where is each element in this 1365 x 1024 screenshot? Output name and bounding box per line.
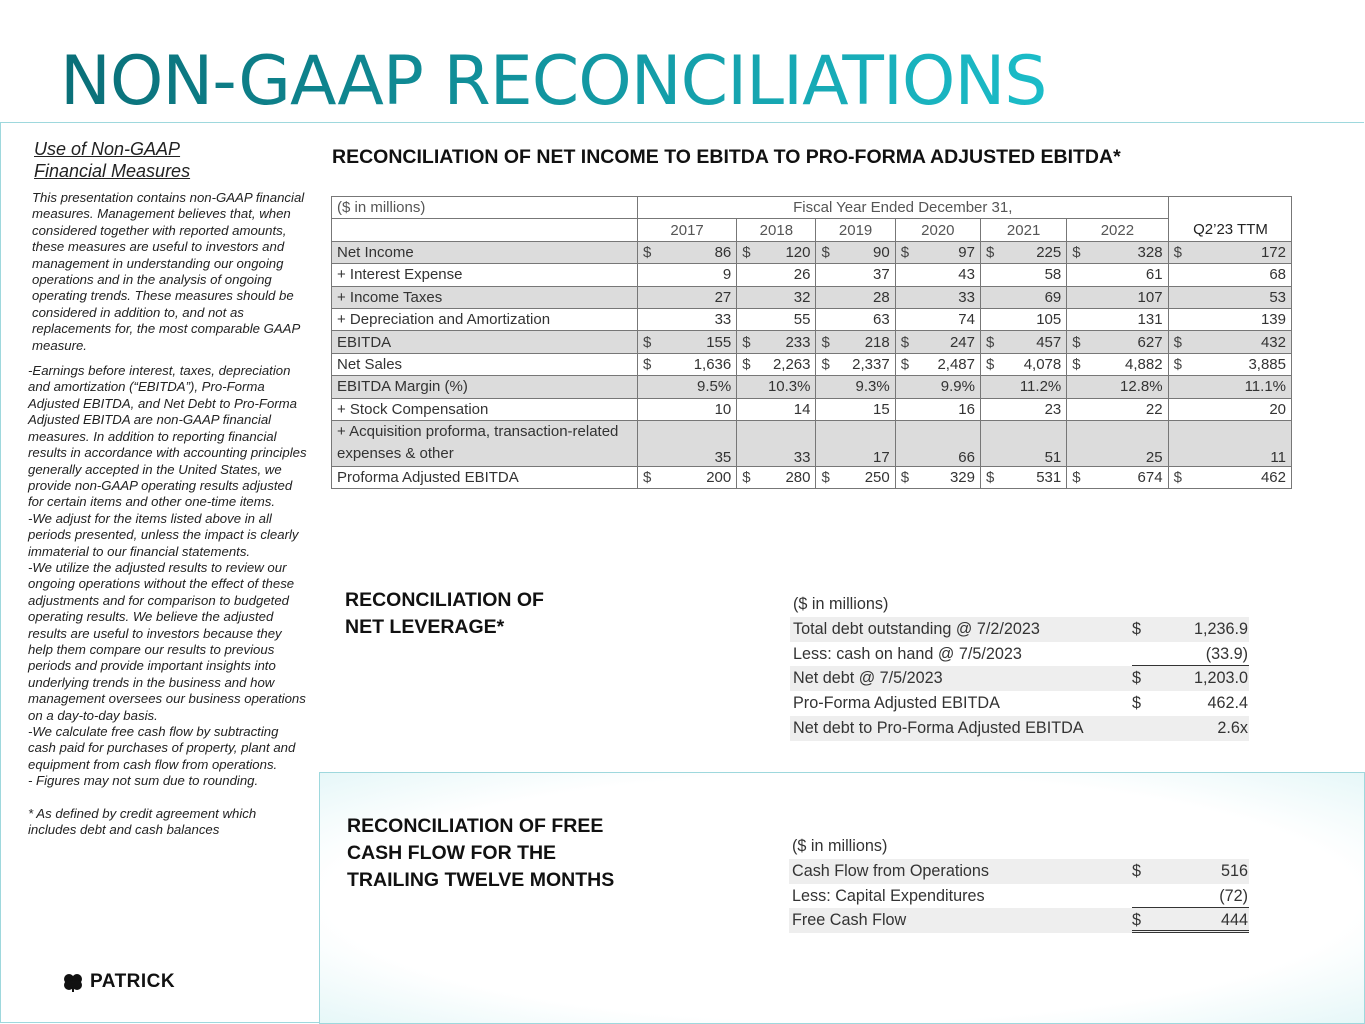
cell-value: 51 [1001,420,1067,466]
dollar-sign [637,286,657,308]
row-label: Proforma Adjusted EBITDA [332,466,638,488]
dollar-sign [1168,398,1188,420]
cell-value: 12.8% [1087,376,1168,398]
table-row [332,331,1292,353]
dollar-sign [816,376,836,398]
cell-value: 28 [836,286,895,308]
dollar-sign [737,376,757,398]
year-header: 2018 [737,219,816,241]
row-label: EBITDA [332,331,638,353]
dollar-sign: $ [737,353,757,375]
dollar-sign: $ [1067,241,1087,263]
dollar-sign: $ [1132,669,1142,688]
cell-value: 139 [1188,308,1291,330]
leverage-section-title: RECONCILIATION OF NET LEVERAGE* [345,589,544,638]
cell-value: 43 [915,264,980,286]
row-label: Less: Capital Expenditures [792,886,985,905]
dollar-sign [1132,642,1154,667]
cell-value: 53 [1188,286,1291,308]
dollar-sign [980,308,1000,330]
row-label: Less: cash on hand @ 7/5/2023 [793,644,1022,663]
cell-value: 233 [757,331,816,353]
row-label: Net debt @ 7/5/2023 [793,669,943,688]
sidebar-paragraph-definitions: -Earnings before interest, taxes, depreciation and amortization (“EBITDA”), Pro-Forma Adjusted EBITDA, and Net Debt to Pro-Forma Adjusted EBITDA are non-GAAP financial measures. In addition to reporting financial results in accordance with accounting principles generally accepted in the United States, we provide non-GAAP operating results adjusted for certain items and other one-time items. -We adjust for the items listed above in all periods presented, unless the impact is clearly immaterial to our financial statements. -We utilize the adjusted results to review our ongoing operations without the effect of these adjustments and for comparison to budgeted operating results. We believe the adjusted results are useful to investors because they help them compare our results to previous periods and provide important insights into underlying trends in the business and how management oversees our business operations on a day-to-day basis. -We calculate free cash flow by subtracting cash paid for purchases of property, plant and equipment from cash flow from operations. - Figures may not sum due to rounding. [28,363,307,789]
row-label: Pro-Forma Adjusted EBITDA [793,694,1000,713]
cell-value: 2,263 [757,353,816,375]
dollar-sign: $ [1067,466,1087,488]
cell-value: 63 [836,308,895,330]
cell-value: 55 [757,308,816,330]
row-value: 1,203.0 [1193,669,1248,688]
row-label: Net debt to Pro-Forma Adjusted EBITDA [793,718,1084,737]
table-row [332,376,1292,398]
dollar-sign: $ [1067,331,1087,353]
page-title: NON-GAAP RECONCILIATIONS [60,42,1047,121]
dollar-sign [895,398,915,420]
row-label [332,420,638,466]
dollar-sign: $ [1132,694,1142,713]
dollar-sign [895,264,915,286]
dollar-sign [1168,264,1188,286]
dollar-sign: $ [816,466,836,488]
cell-value: 2,487 [915,353,980,375]
year-header: 2021 [980,219,1066,241]
dollar-sign: $ [1168,331,1188,353]
cell-value: 14 [757,398,816,420]
cell-value: 11.1% [1188,376,1291,398]
list-item [790,691,1249,716]
row-label-line1: + Acquisition proforma, transaction-related [337,423,619,441]
cell-value: 462 [1188,466,1291,488]
row-label: Net Income [332,241,638,263]
dollar-sign: $ [1132,908,1154,933]
cell-value: 68 [1188,264,1291,286]
sidebar-heading [34,138,308,182]
year-header-row [332,219,1292,241]
cell-value: 74 [915,308,980,330]
cell-value: 1,636 [658,353,737,375]
ebitda-table [331,196,1292,489]
cell-value: 10 [658,398,737,420]
cell-value: 120 [757,241,816,263]
dollar-sign [1168,420,1188,466]
table-row [332,353,1292,375]
list-item [790,716,1249,741]
dollar-sign: $ [637,331,657,353]
leverage-units: ($ in millions) [793,595,889,613]
list-item [790,642,1249,667]
dollar-sign [1168,308,1188,330]
sidebar-heading-line2: Financial Measures [34,161,191,181]
row-label: EBITDA Margin (%) [332,376,638,398]
list-item [790,666,1249,691]
table-row [332,286,1292,308]
dollar-sign [1132,716,1154,741]
fcf-section-title: RECONCILIATION OF FREE CASH FLOW FOR THE TRAILING TWELVE MONTHS [347,815,615,891]
dollar-sign [1067,286,1087,308]
dollar-sign [895,376,915,398]
sidebar-disclosure [28,138,308,847]
row-label: + Stock Compensation [332,398,638,420]
dollar-sign [1067,420,1087,466]
row-value: (33.9) [1154,642,1249,667]
units-label: ($ in millions) [332,197,638,219]
dollar-sign [895,308,915,330]
cell-value: 25 [1087,420,1168,466]
cell-value: 16 [915,398,980,420]
dollar-sign: $ [980,331,1000,353]
cell-value: 4,882 [1087,353,1168,375]
dollar-sign: $ [980,466,1000,488]
cell-value: 3,885 [1188,353,1291,375]
cell-value: 4,078 [1001,353,1067,375]
sidebar-footnote: * As defined by credit agreement which includes debt and cash balances [28,805,257,838]
cell-value: 280 [757,466,816,488]
year-header: 2020 [895,219,980,241]
dollar-sign [1067,398,1087,420]
cell-value: 90 [836,241,895,263]
dollar-sign: $ [980,241,1000,263]
dollar-sign [816,286,836,308]
dollar-sign [1132,884,1154,909]
cell-value: 329 [915,466,980,488]
table-row [332,466,1292,488]
cell-value: 131 [1087,308,1168,330]
dollar-sign: $ [637,241,657,263]
cell-value: 32 [757,286,816,308]
cell-value: 155 [658,331,737,353]
list-item [789,884,1249,909]
table-row [332,398,1292,420]
dollar-sign [980,264,1000,286]
sidebar-paragraph-intro: This presentation contains non-GAAP financial measures. Management believes that, when considered together with reported amounts, these measures are useful to investors and management in understanding our ongoing operations and in the analysis of ongoing operating trends. These measures should be considered in addition to, and not as replacements for, the most comparable GAAP measure. [32,190,305,353]
dollar-sign [980,286,1000,308]
dollar-sign [1067,264,1087,286]
cell-value: 23 [1001,398,1067,420]
dollar-sign: $ [1132,861,1142,880]
dollar-sign [637,398,657,420]
dollar-sign [980,376,1000,398]
dollar-sign [737,398,757,420]
row-value: (72) [1154,884,1249,909]
cell-value: 328 [1087,241,1168,263]
dollar-sign: $ [895,466,915,488]
dollar-sign [637,264,657,286]
row-label: Cash Flow from Operations [792,861,990,880]
cell-value: 11 [1188,420,1291,466]
cell-value: 61 [1087,264,1168,286]
dollar-sign: $ [1168,353,1188,375]
row-label: + Interest Expense [332,264,638,286]
table-header-row [332,197,1292,219]
year-header: 2022 [1067,219,1168,241]
cell-value: 107 [1087,286,1168,308]
dollar-sign: $ [737,466,757,488]
cell-value: 172 [1188,241,1291,263]
cell-value: 97 [915,241,980,263]
dollar-sign [737,264,757,286]
dollar-sign [816,308,836,330]
table-row [332,308,1292,330]
row-value: 462.4 [1207,694,1248,713]
dollar-sign [737,286,757,308]
dollar-sign: $ [737,241,757,263]
cell-value: 457 [1001,331,1067,353]
cell-value: 33 [757,420,816,466]
cell-value: 11.2% [1001,376,1067,398]
cell-value: 37 [836,264,895,286]
dollar-sign [1168,286,1188,308]
ebitda-section-title: RECONCILIATION OF NET INCOME TO EBITDA TO PRO-FORMA ADJUSTED EBITDA* [332,146,1121,168]
dollar-sign [1067,376,1087,398]
cell-value: 674 [1087,466,1168,488]
dollar-sign [1168,376,1188,398]
leverage-table [790,592,1249,741]
cell-value: 2,337 [836,353,895,375]
dollar-sign [895,420,915,466]
dollar-sign [816,264,836,286]
row-value: 1,236.9 [1193,619,1248,638]
row-label: + Depreciation and Amortization [332,308,638,330]
dollar-sign [637,308,657,330]
row-label: + Income Taxes [332,286,638,308]
row-label-line2: expenses & other [337,445,454,463]
dollar-sign: $ [1132,619,1142,638]
dollar-sign: $ [637,466,657,488]
cell-value: 200 [658,466,737,488]
fcf-table [789,834,1249,933]
cell-value: 218 [836,331,895,353]
row-value: 2.6x [1217,718,1248,737]
cell-value: 17 [836,420,895,466]
cell-value: 66 [915,420,980,466]
table-row [332,241,1292,263]
cell-value: 86 [658,241,737,263]
dollar-sign [1067,308,1087,330]
dollar-sign: $ [1168,241,1188,263]
dollar-sign: $ [895,331,915,353]
cell-value: 627 [1087,331,1168,353]
cell-value: 20 [1188,398,1291,420]
cell-value: 22 [1087,398,1168,420]
row-label: Free Cash Flow [792,911,907,930]
cell-value: 33 [658,308,737,330]
dollar-sign: $ [895,241,915,263]
cell-value: 250 [836,466,895,488]
dollar-sign: $ [895,353,915,375]
cell-value: 26 [757,264,816,286]
dollar-sign [980,398,1000,420]
dollar-sign [637,420,657,466]
dollar-sign: $ [1067,353,1087,375]
year-header: 2019 [816,219,895,241]
table-row [332,420,1292,466]
cell-value: 225 [1001,241,1067,263]
cell-value: 15 [836,398,895,420]
period-header: Fiscal Year Ended December 31, [637,197,1168,219]
cell-value: 531 [1001,466,1067,488]
row-label: Total debt outstanding @ 7/2/2023 [793,619,1040,638]
dollar-sign: $ [816,241,836,263]
list-item [789,859,1249,884]
cell-value: 27 [658,286,737,308]
list-item [789,908,1249,933]
dollar-sign: $ [816,353,836,375]
dollar-sign: $ [1168,466,1188,488]
dollar-sign [895,286,915,308]
dollar-sign [980,420,1000,466]
row-label: Net Sales [332,353,638,375]
row-value: 444 [1154,908,1249,933]
dollar-sign [637,376,657,398]
year-header: 2017 [637,219,736,241]
cell-value: 58 [1001,264,1067,286]
row-value: 516 [1220,861,1248,880]
cell-value: 35 [658,420,737,466]
ttm-header: Q2’23 TTM [1193,221,1268,238]
cell-value: 33 [915,286,980,308]
cell-value: 247 [915,331,980,353]
shamrock-icon [62,972,84,992]
cell-value: 69 [1001,286,1067,308]
cell-value: 10.3% [757,376,816,398]
dollar-sign [816,398,836,420]
cell-value: 105 [1001,308,1067,330]
cell-value: 9.3% [836,376,895,398]
fcf-units: ($ in millions) [792,837,888,855]
dollar-sign: $ [980,353,1000,375]
dollar-sign [737,420,757,466]
dollar-sign: $ [737,331,757,353]
company-logo [62,971,175,993]
dollar-sign: $ [816,331,836,353]
dollar-sign [737,308,757,330]
cell-value: 9.5% [658,376,737,398]
dollar-sign [816,420,836,466]
cell-value: 9.9% [915,376,980,398]
dollar-sign: $ [637,353,657,375]
company-logo-text: PATRICK [90,971,176,992]
cell-value: 9 [658,264,737,286]
cell-value: 432 [1188,331,1291,353]
table-row [332,264,1292,286]
sidebar-heading-line1: Use of Non-GAAP [34,139,181,159]
list-item [790,617,1249,642]
